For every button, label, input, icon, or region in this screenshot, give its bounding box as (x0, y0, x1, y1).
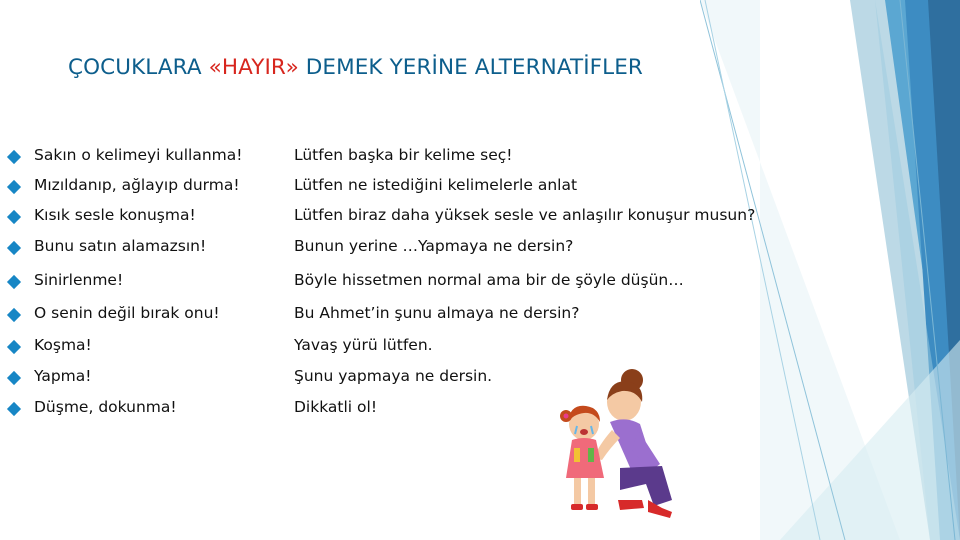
row-left-text: Düşme, dokunma! (34, 398, 177, 416)
diamond-bullet-icon (7, 150, 21, 164)
row-right-text: Lütfen ne istediğini kelimelerle anlat (294, 176, 578, 194)
row-left-text: Koşma! (34, 336, 92, 354)
row-right-text: Bu Ahmet’in şunu almaya ne dersin? (294, 304, 580, 322)
diamond-bullet-icon (7, 210, 21, 224)
slide-title (68, 55, 768, 80)
row-right-text: Böyle hissetmen normal ama bir de şöyle düşün… (294, 271, 684, 289)
row-left-text: Yapma! (34, 367, 92, 385)
row-left-text: Sinirlenme! (34, 271, 124, 289)
decorative-side-panels (700, 0, 960, 540)
diamond-bullet-icon (7, 402, 21, 416)
row-right-text: Şunu yapmaya ne dersin. (294, 367, 493, 385)
title-suffix: DEMEK YERİNE ALTERNATİFLER (298, 55, 643, 80)
row-right-text: Yavaş yürü lütfen. (294, 336, 433, 354)
mother-comforting-girl-illustration (550, 360, 690, 525)
row-left-text: Mızıldanıp, ağlayıp durma! (34, 176, 240, 194)
diamond-bullet-icon (7, 241, 21, 255)
row-left-text: O senin değil bırak onu! (34, 304, 220, 322)
row-left-text: Kısık sesle konuşma! (34, 206, 196, 224)
row-right-text: Lütfen başka bir kelime seç! (294, 146, 513, 164)
diamond-bullet-icon (7, 371, 21, 385)
diamond-bullet-icon (7, 275, 21, 289)
row-right-text: Dikkatli ol! (294, 398, 378, 416)
diamond-bullet-icon (7, 340, 21, 354)
row-right-text: Lütfen biraz daha yüksek sesle ve anlaşılır konuşur musun? (294, 206, 756, 224)
title-accent: «HAYIR» (208, 55, 299, 80)
row-left-text: Bunu satın alamazsın! (34, 237, 207, 255)
row-right-text: Bunun yerine …Yapmaya ne dersin? (294, 237, 574, 255)
title-prefix: ÇOCUKLARA (68, 55, 209, 80)
diamond-bullet-icon (7, 180, 21, 194)
row-left-text: Sakın o kelimeyi kullanma! (34, 146, 243, 164)
diamond-bullet-icon (7, 308, 21, 322)
